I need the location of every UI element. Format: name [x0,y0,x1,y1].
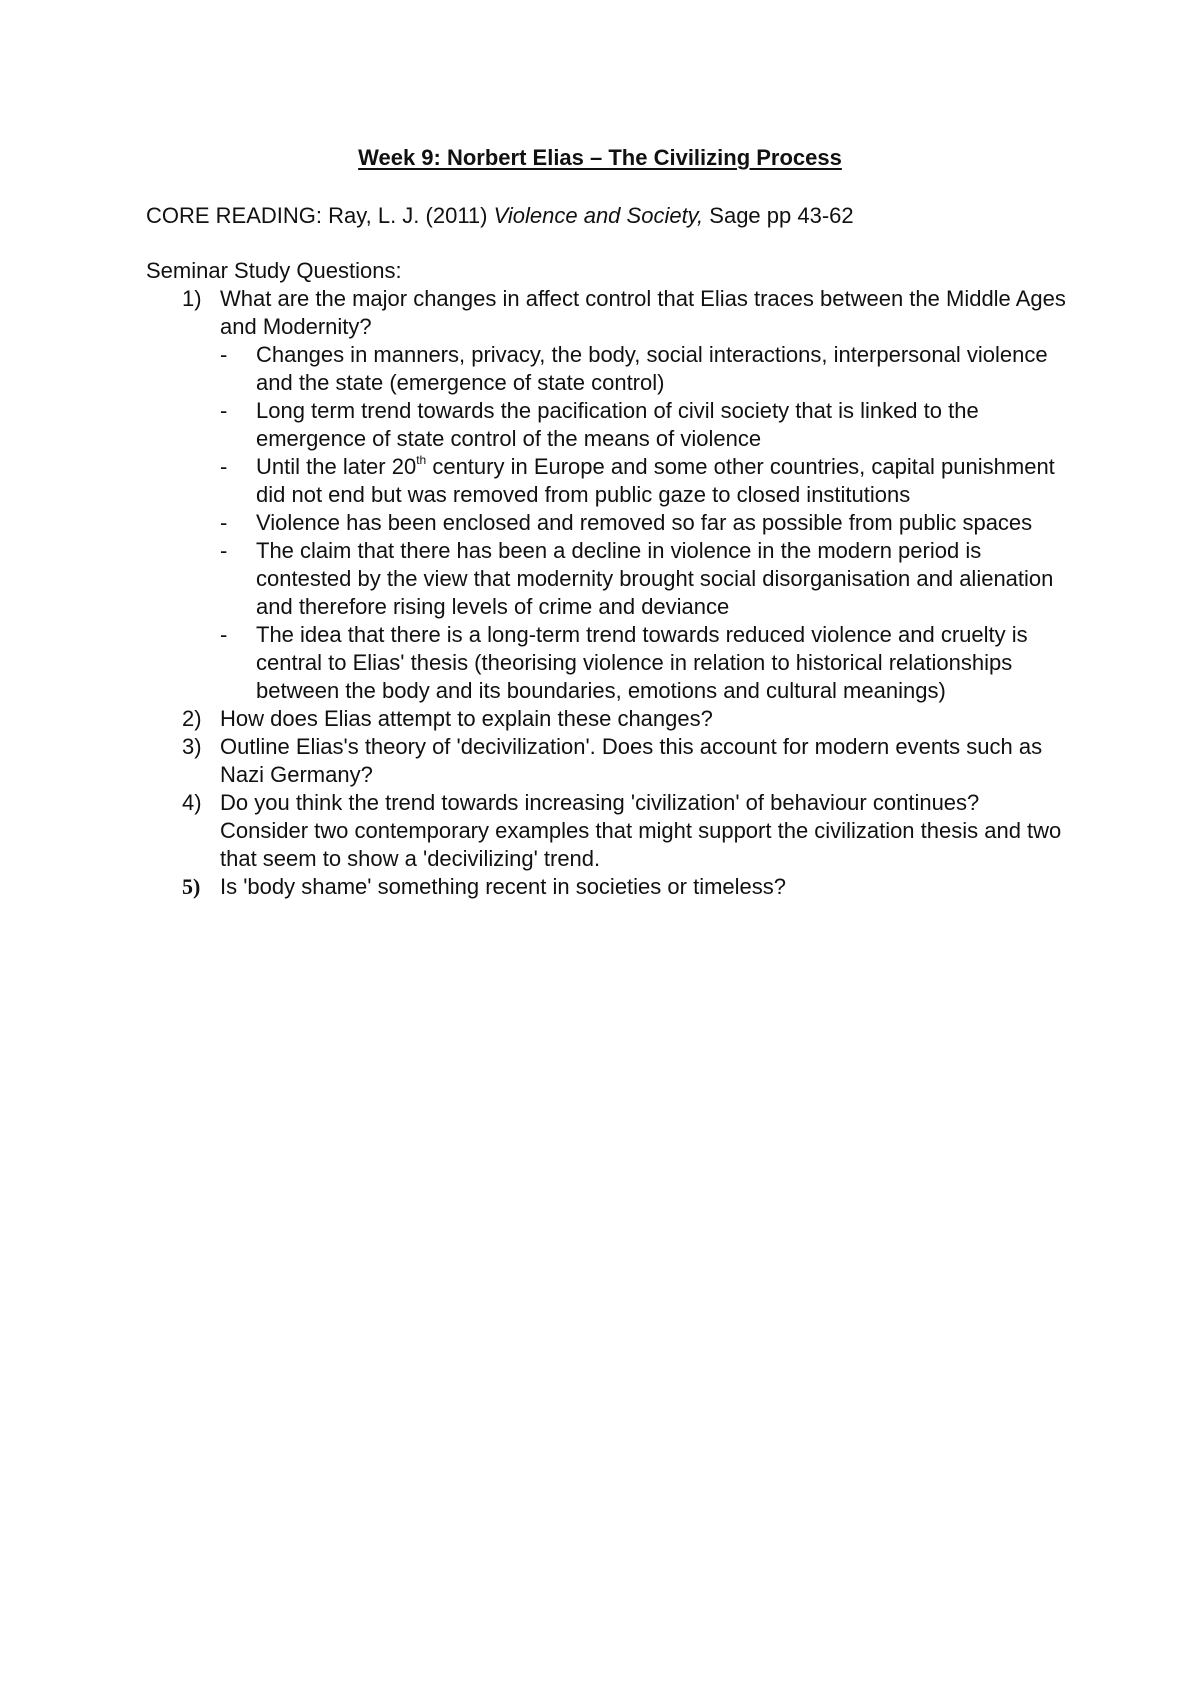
question-item-4 [0,789,1070,873]
bullet-dash: - [220,538,228,563]
bullet-text [256,454,1055,507]
question-text: How does Elias attempt to explain these changes? [220,706,713,731]
question-number: 3) [182,734,202,759]
core-reading-book-title: Violence and Society, [493,203,704,228]
bullet-dash: - [220,342,228,367]
bullet-text-pre: Until the later 20 [256,454,417,479]
question-list [0,285,1200,901]
question-text: Do you think the trend towards increasing 'civilization' of behaviour continues? Consider two contemporary examples that might support the civilization thesis and two that seem to show a 'decivilizing' trend. [220,790,1062,871]
superscript: th [416,452,427,467]
core-reading [146,202,854,230]
question-item-3 [0,733,1070,789]
bullet-dash: - [220,454,228,479]
bullet-text: Changes in manners, privacy, the body, social interactions, interpersonal violence and the state (emergence of state control) [256,342,1048,395]
bullet-item [220,341,1076,397]
question-1-bullets [220,341,1070,705]
question-number: 5) [182,874,201,899]
bullet-text: Long term trend towards the pacification of civil society that is linked to the emergence of state control of the means of violence [256,398,979,451]
bullet-item [220,509,1076,537]
bullet-item [220,621,1076,705]
question-text: What are the major changes in affect control that Elias traces between the Middle Ages and Modernity? [220,286,1066,339]
page-title: Week 9: Norbert Elias – The Civilizing Process [358,145,842,170]
bullet-text: Violence has been enclosed and removed so far as possible from public spaces [256,510,1033,535]
bullet-item [220,537,1076,621]
question-number: 1) [182,286,202,311]
bullet-text: The claim that there has been a decline in violence in the modern period is contested by the view that modernity brought social disorganisation and alienation and therefore rising levels of crime and deviance [256,538,1054,619]
question-item-1 [0,285,1070,705]
bullet-dash: - [220,510,228,535]
core-reading-suffix: Sage pp 43-62 [703,203,854,228]
bullet-text-post: century in Europe and some other countries, capital punishment did not end but was removed from public gaze to closed institutions [256,454,1055,507]
question-number: 2) [182,706,202,731]
bullet-item [220,453,1076,509]
bullet-dash: - [220,398,228,423]
question-text: Outline Elias's theory of 'decivilization'. Does this account for modern events such as Nazi Germany? [220,734,1043,787]
question-text: Is 'body shame' something recent in societies or timeless? [220,874,786,899]
bullet-item [220,397,1076,453]
question-number: 4) [182,790,202,815]
bullet-text: The idea that there is a long-term trend towards reduced violence and cruelty is central to Elias' thesis (theorising violence in relation to historical relationships between the body and its boundaries, emotions and cultural meanings) [256,622,1028,703]
question-item-5 [0,873,1070,901]
bullet-dash: - [220,622,228,647]
core-reading-prefix: CORE READING: Ray, L. J. (2011) [146,203,494,228]
question-item-2 [0,705,1070,733]
seminar-heading: Seminar Study Questions: [146,258,402,283]
